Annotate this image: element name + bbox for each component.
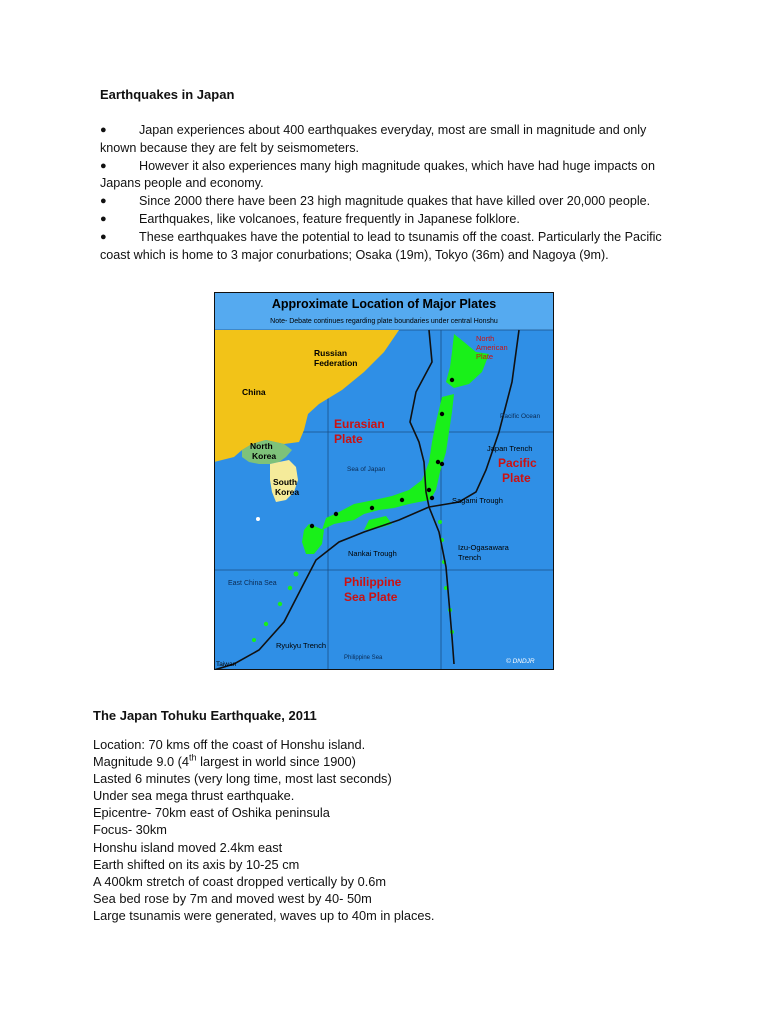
fact-focus: Focus- 30km <box>93 822 167 838</box>
label-philippine: Philippine <box>344 575 402 589</box>
map-note: Note- Debate continues regarding plate boundaries under central Honshu <box>270 318 498 325</box>
label-na-north: North <box>476 334 495 343</box>
label-sagami-trough: Sagami Trough <box>452 496 503 505</box>
fact-magnitude-sup: th <box>189 752 197 763</box>
label-south-korea: Korea <box>275 487 300 497</box>
label-taiwan: Taiwan <box>216 661 237 668</box>
plate-map <box>214 292 554 670</box>
label-philippine-sea: Philippine Sea <box>344 655 383 661</box>
bullet-dot: ● <box>100 124 107 136</box>
label-north: North <box>250 441 273 451</box>
label-federation: Federation <box>314 358 358 368</box>
label-pacific: Pacific <box>498 456 537 470</box>
label-ryukyu-trench: Ryukyu Trench <box>276 641 327 650</box>
bullet-item <box>100 229 680 265</box>
bullet-item <box>100 193 680 211</box>
bullet-list <box>100 122 680 264</box>
fact-epicentre: Epicentre- 70km east of Oshika peninsula <box>93 805 330 821</box>
bullet-dot: ● <box>100 159 107 172</box>
bullet-text: Japan experiences about 400 earthquakes everyday, most are small in magnitude and only known because they are felt by seismometers. <box>100 123 647 155</box>
bullet-item <box>100 158 680 194</box>
map-credit: © DNDJR <box>506 658 535 665</box>
label-nankai-trough: Nankai Trough <box>348 549 397 558</box>
label-south: South <box>273 477 298 487</box>
map-title: Approximate Location of Major Plates <box>271 297 497 311</box>
bullet-dot: ● <box>100 195 107 208</box>
bullet-text: Earthquakes, like volcanoes, feature frequently in Japanese folklore. <box>139 211 520 226</box>
label-china: China <box>242 387 266 397</box>
bullet-text: Since 2000 there have been 23 high magnitude quakes that have killed over 20,000 people. <box>139 194 651 209</box>
fact-magnitude-post: largest in world since 1900) <box>196 754 356 770</box>
heading-tohuku-earthquake: The Japan Tohuku Earthquake, 2011 <box>93 708 317 723</box>
bullet-dot: ● <box>100 212 107 225</box>
heading-earthquakes-in-japan: Earthquakes in Japan <box>100 87 235 102</box>
fact-magnitude <box>93 753 434 770</box>
facts-list <box>93 736 434 924</box>
fact-honshu: Honshu island moved 2.4km east <box>93 839 283 855</box>
fact-earth-axis: Earth shifted on its axis by 10-25 cm <box>93 856 300 872</box>
label-pacific-plate: Plate <box>502 471 531 485</box>
bullet-item <box>100 211 680 229</box>
label-east-china-sea: East China Sea <box>228 580 277 587</box>
fact-lasted: Lasted 6 minutes (very long time, most last seconds) <box>93 771 392 787</box>
label-izu-ogasawara: Izu-Ogasawara <box>458 543 509 552</box>
label-eurasian-plate: Plate <box>334 432 363 446</box>
label-izu-trench: Trench <box>458 553 482 562</box>
label-pacific-ocean: Pacific Ocean <box>500 413 541 420</box>
plate-map-svg <box>214 292 554 670</box>
fact-magnitude-pre: Magnitude 9.0 (4 <box>93 754 190 770</box>
bullet-text: These earthquakes have the potential to lead to tsunamis off the coast. Particularly the Pacific coast which is home to 3 major conurbations; Osaka (19m), Tokyo (36m) and Nagoya (9m). <box>100 229 662 262</box>
fact-seabed: Sea bed rose by 7m and moved west by 40- 50m <box>93 890 372 906</box>
fact-coast: A 400km stretch of coast dropped vertically by 0.6m <box>93 873 387 889</box>
label-japan-trench: Japan Trench <box>487 444 533 453</box>
label-na-plate: Plate <box>476 352 494 361</box>
label-russian: Russian <box>314 348 348 358</box>
bullet-dot: ● <box>100 230 107 243</box>
label-na-american: American <box>476 343 508 352</box>
fact-undersea: Under sea mega thrust earthquake. <box>93 788 295 804</box>
fact-tsunamis: Large tsunamis were generated, waves up to 40m in places. <box>93 907 435 923</box>
fact-location: Location: 70 kms off the coast of Honshu island. <box>93 737 366 752</box>
label-north-korea: Korea <box>252 451 277 461</box>
label-philippine-sea-plate: Sea Plate <box>344 590 398 604</box>
bullet-text: However it also experiences many high magnitude quakes, which have had huge impacts on Japans people and economy. <box>100 158 655 191</box>
label-eurasian: Eurasian <box>334 417 385 431</box>
bullet-item <box>100 122 680 158</box>
label-sea-of-japan: Sea of Japan <box>347 466 386 473</box>
